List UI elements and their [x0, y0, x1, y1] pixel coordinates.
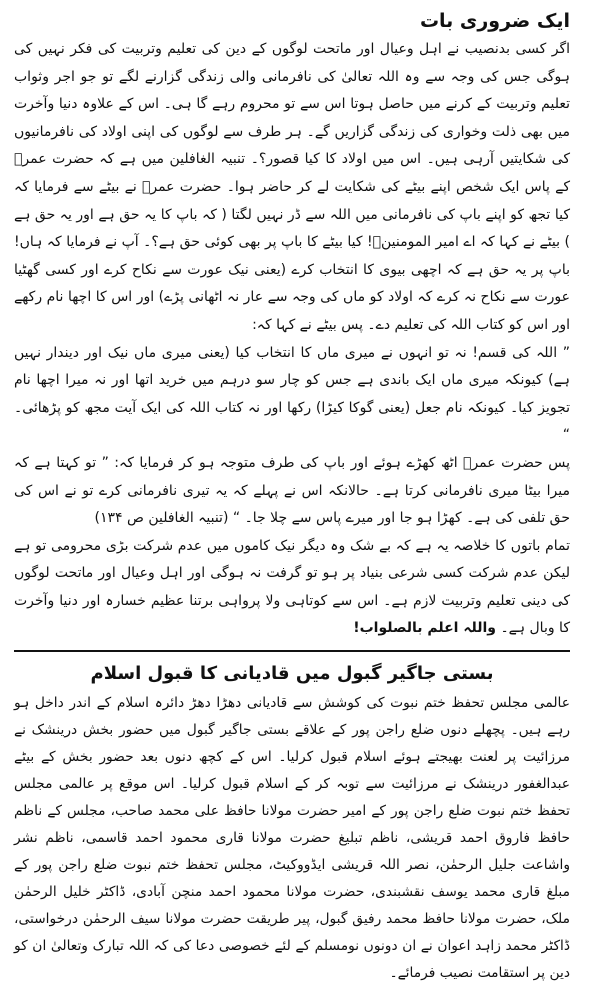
article-title: بستی جاگیر گبول میں قادیانی کا قبول اسلام [90, 663, 494, 685]
closing-phrase: واللہ اعلم بالصلواب! [353, 620, 496, 637]
article-conversion-news [14, 658, 570, 987]
article-paragraph: پس حضرت عمرؓ اٹھ کھڑے ہوئے اور باپ کی طرف متوجہ ہو کر فرمایا کہ: ” تو کہتا ہے کہ میرا بیٹا میری نافرمانی کرتا ہے۔ حالانکہ اس نے پہلے کہ یہ تیری نافرمانی کرے تو نے اس کی حق تلفی کی ہے۔ کھڑا ہو جا اور میرے پاس سے چلا جا۔ “ (تنبیہ الغافلین ص ۱۳۴) [14, 454, 570, 527]
section-divider [14, 650, 570, 652]
quote-paragraph: ” اللہ کی قسم! نہ تو انہوں نے میری ماں کا انتخاب کیا (یعنی میری ماں نیک اور دیندار نہیں ہے) کیونکہ میری ماں ایک باندی ہے جس کو چار سو درہم میں خرید اتھا اور نہ میرا اچھا نام تجویز کیا۔ کیونکہ نام جعل (یعنی گوکا کیڑا) رکھا اور نہ کتاب اللہ کی ایک آیت مجھ کو پڑھائی۔ “ [14, 344, 570, 444]
summary-text: تمام باتوں کا خلاصہ یہ ہے کہ بے شک وہ دیگر نیک کاموں میں عدم شرکت بڑی محرومی تو ہے لیکن عدم شرکت کسی شرعی بنیاد پر ہو تو گرفت نہ ہوگی اور اہل وعیال اور ماتحت لوگوں کی دینی تعلیم وتربیت لازم ہے۔ اس سے کوتاہی ولا پرواہی برتنا عظیم خسارہ اور دنیا وآخرت کا وبال ہے۔ [14, 537, 570, 637]
article-paragraph [14, 533, 570, 643]
article-important-matter [14, 6, 570, 643]
article-paragraph: اگر کسی بدنصیب نے اہل وعیال اور ماتحت لوگوں کے دین کی تعلیم وتربیت کی فکر نہیں کی ہوگی جس کی وجہ سے وہ اللہ تعالیٰ کی نافرمانی والی زندگی گزارنے لگے تو جو اجر وثواب تعلیم وتربیت کے کرنے میں حاصل ہوتا اس سے تو محروم رہے گا ہی۔ اس کے علاوہ دنیا وآخرت میں بھی ذلت وخواری کی زندگی گزاریں گے۔ ہر طرف سے لوگوں کی اپنی اولاد کی نافرمانیوں کی شکایتیں آرہی ہیں۔ اس میں اولاد کا کیا قصور؟۔ تنبیہ الغافلین میں ہے کہ حضرت عمرؓ کے پاس ایک شخص اپنے بیٹے کی شکایت لے کر حاضر ہوا۔ حضرت عمرؓ نے بیٹے سے فرمایا کہ کیا تجھ کو اپنے باپ کی نافرمانی میں اللہ سے ڈر نہیں لگتا ( کہ باپ کا یہ حق ہے اور یہ حق ہے ) بیٹے نے کہا کہ اے امیر المومنینؓ! کیا بیٹے کا باپ پر بھی کوئی حق ہے؟۔ آپ نے فرمایا کہ ہاں! باپ پر یہ حق ہے کہ اچھی بیوی کا انتخاب کرے (یعنی نیک عورت سے نکاح کرے اور کسی گھٹیا عورت سے نکاح نہ کرے کہ اولاد کو ماں کی وجہ سے عار نہ اٹھانی پڑے) اور اس کا اچھا نام رکھے اور اس کو کتاب اللہ کی تعلیم دے۔ پس بیٹے نے کہا کہ: [14, 41, 570, 333]
article-title: ایک ضروری بات [419, 10, 570, 32]
news-paragraph: عالمی مجلس تحفظ ختم نبوت کی کوشش سے قادیانی دھڑا دھڑ دائرہ اسلام کے اندر داخل ہو رہے ہیں۔ پچھلے دنوں ضلع راجن پور کے علاقے بستی جاگیر گبول میں حضور بخش درینشک نے مرزائیت پر لعنت بھیجتے ہوئے اسلام قبول کرلیا۔ اس کے کچھ دنوں بعد حضور بخش کے بیٹے عبدالغفور درینشک نے مرزائیت سے توبہ کر کے اسلام قبول کرلیا۔ اس موقع پر عالمی مجلس تحفظ ختم نبوت ضلع راجن پور کے امیر حضرت مولانا حافظ علی محمد صاحب، مجلس کے ناظم حافظ فاروق احمد قریشی، ناظم تبلیغ حضرت مولانا قاری محمود احمد قاسمی، ناظم نشر واشاعت جلیل الرحمٰن، نصر اللہ قریشی ایڈووکیٹ، مجلس تحفظ ختم نبوت ضلع راجن پور کے مبلغ قاری محمد یوسف نقشبندی، حضرت مولانا محمود احمد منچن آبادی، ڈاکٹر خلیل الرحمٰن ملک، حضرت مولانا حافظ محمد رفیق گبول، پیر طریقت حضرت مولانا سیف الرحمٰن درخواستی، ڈاکٹر محمد زاہد اعوان نے ان دونوں نومسلم کے لئے خصوصی دعا کی کہ اللہ تبارک وتعالیٰ ان کو دین پر استقامت نصیب فرمائے۔ [14, 695, 570, 982]
